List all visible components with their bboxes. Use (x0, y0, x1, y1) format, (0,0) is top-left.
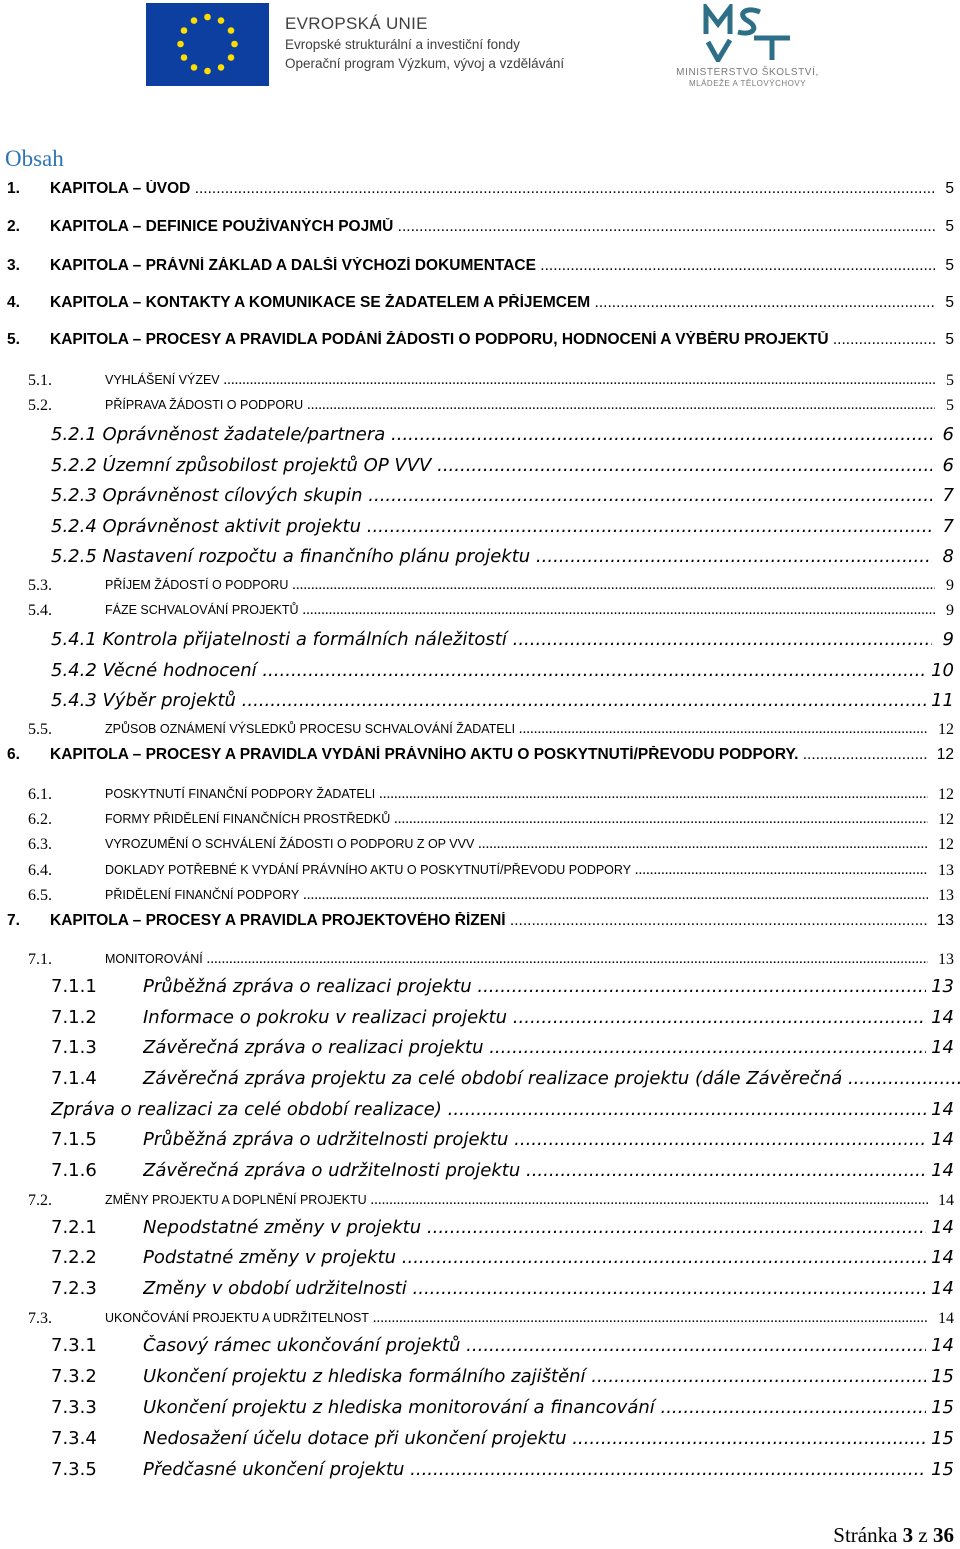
toc-entry-number: 7.3.2 (51, 1366, 97, 1387)
toc-entry-number: 6.2. (28, 811, 52, 828)
toc-entry-title: FÁZE SCHVALOVÁNÍ PROJEKTŮ ..... (105, 602, 935, 619)
toc-entry[interactable] (0, 746, 960, 776)
toc-entry[interactable] (0, 660, 960, 690)
toc-entry-title: UKONČOVÁNÍ PROJEKTU A UDRŽITELNOST ..... (105, 1310, 928, 1327)
toc-entry[interactable] (0, 257, 960, 287)
toc-entry-title: 5.4.1 Kontrola přijatelnosti a formálních náležitostí ..... (51, 629, 932, 650)
toc-entry-number: 2. (7, 218, 20, 235)
toc-entry-page: 5 (945, 294, 954, 311)
toc-entry[interactable] (0, 1160, 960, 1190)
toc-entry[interactable] (0, 1037, 960, 1067)
toc-entry-title: KAPITOLA – PROCESY A PRAVIDLA PODÁNÍ ŽÁDOSTI O PODPORU, HODNOCENÍ A VÝBĚRU PROJEKTŮ ..... (50, 331, 935, 349)
toc-entry-number: 1. (7, 180, 20, 197)
toc-entry-page: 14 (931, 1247, 954, 1268)
toc-entry[interactable] (0, 180, 960, 210)
footer-total-pages: 36 (933, 1523, 954, 1547)
toc-entry-number: 5.2. (28, 397, 52, 414)
toc-entry-number: 7.2. (28, 1192, 52, 1209)
toc-entry[interactable] (0, 1335, 960, 1365)
toc-entry-page: 15 (931, 1459, 954, 1480)
msmt-emblem-icon (702, 4, 794, 62)
toc-entry-title: 5.2.2 Územní způsobilost projektů OP VVV ..... (51, 455, 932, 476)
toc-entry[interactable] (0, 912, 960, 942)
toc-entry-number: 7.2.3 (51, 1278, 97, 1299)
toc-entry-number: 7. (7, 912, 20, 929)
toc-entry[interactable] (0, 546, 960, 576)
toc-title: Obsah (5, 146, 64, 171)
toc-entry-page: 12 (938, 836, 954, 853)
toc-entry-number: 5.3. (28, 577, 52, 594)
toc-entry-title: DOKLADY POTŘEBNÉ K VYDÁNÍ PRÁVNÍHO AKTU O POSKYTNUTÍ/PŘEVODU PODPORY ..... (105, 862, 928, 879)
toc-entry-title: Časový rámec ukončování projektů ..... (143, 1335, 926, 1356)
toc-entry-page: 14 (931, 1007, 954, 1028)
toc-entry[interactable] (0, 1459, 960, 1489)
toc-entry-title: PŘÍJEM ŽÁDOSTÍ O PODPORU ..... (105, 577, 935, 594)
toc-entry-page: 14 (931, 1129, 954, 1150)
toc-entry-title: ZPŮSOB OZNÁMENÍ VÝSLEDKŮ PROCESU SCHVALOVÁNÍ ŽADATELI ..... (105, 721, 928, 738)
toc-entry-number: 7.3. (28, 1310, 52, 1327)
toc-entry-number: 6.5. (28, 887, 52, 904)
toc-entry-page: 15 (931, 1428, 954, 1449)
toc-entry-page: 12 (938, 811, 954, 828)
toc-entry-page: 11 (931, 690, 954, 711)
toc-entry-title: FORMY PŘIDĚLENÍ FINANČNÍCH PROSTŘEDKŮ ..... (105, 811, 928, 828)
toc-entry-number: 5.5. (28, 721, 52, 738)
toc-entry-title: ZMĚNY PROJEKTU A DOPLNĚNÍ PROJEKTU ..... (105, 1192, 928, 1209)
toc-entry[interactable] (0, 1129, 960, 1159)
footer-prefix: Stránka (833, 1523, 903, 1547)
toc-entry-title: 5.2.1 Oprávněnost žadatele/partnera ..... (51, 424, 932, 445)
toc-entry-title: Nedosažení účelu dotace při ukončení projektu ..... (143, 1428, 926, 1449)
toc-entry-page: 13 (931, 976, 954, 997)
toc-entry-number: 6.4. (28, 862, 52, 879)
toc-entry-number: 6. (7, 746, 20, 763)
toc-entry[interactable] (0, 602, 960, 632)
toc-entry-title: 5.4.2 Věcné hodnocení ..... (51, 660, 926, 681)
toc-entry-number: 7.1. (28, 951, 52, 968)
toc-entry-page: 6 (942, 455, 954, 476)
toc-entry-title: PŘÍPRAVA ŽÁDOSTI O PODPORU ..... (105, 397, 935, 414)
toc-entry-title: Ukončení projektu z hlediska monitorování a financování ..... (143, 1397, 926, 1418)
toc-entry-page: 7 (942, 516, 954, 537)
toc-entry-page: 14 (931, 1037, 954, 1058)
toc-entry-page: 14 (938, 1192, 954, 1209)
toc-entry-number: 3. (7, 257, 20, 274)
toc-entry-title: Podstatné změny v projektu ..... (143, 1247, 926, 1268)
toc-entry-page: 12 (938, 786, 954, 803)
toc-entry-page: 10 (931, 660, 954, 681)
msmt-logo (660, 4, 835, 90)
toc-entry-title: KAPITOLA – DEFINICE POUŽÍVANÝCH POJMŮ ..... (50, 218, 935, 236)
toc-entry-title: PŘIDĚLENÍ FINANČNÍ PODPORY ..... (105, 887, 928, 904)
toc-entry-page: 9 (942, 629, 954, 650)
toc-entry[interactable] (0, 294, 960, 324)
toc-entry-page: 14 (931, 1335, 954, 1356)
toc-entry-title: KAPITOLA – ÚVOD ..... (50, 180, 935, 198)
toc-entry-number: 7.3.1 (51, 1335, 97, 1356)
toc-entry[interactable] (0, 1247, 960, 1277)
toc-entry-page: 5 (945, 331, 954, 348)
toc-entry-title: POSKYTNUTÍ FINANČNÍ PODPORY ŽADATELI ..... (105, 786, 928, 803)
toc-entry-title: 5.2.5 Nastavení rozpočtu a finančního plánu projektu ..... (51, 546, 932, 567)
toc-entry-number: 7.1.6 (51, 1160, 97, 1181)
toc-entry-title: Závěrečná zpráva o realizaci projektu ..... (143, 1037, 926, 1058)
toc-entry-number: 7.1.1 (51, 976, 97, 997)
toc-entry-number: 5.1. (28, 372, 52, 389)
toc-entry-page: 13 (938, 887, 954, 904)
toc-entry-page: 14 (938, 1310, 954, 1327)
toc-entry-page: 13 (938, 951, 954, 968)
toc-entry-page: 14 (931, 1278, 954, 1299)
toc-entry-page: 6 (942, 424, 954, 445)
toc-entry[interactable] (0, 1428, 960, 1458)
toc-entry-title: Ukončení projektu z hlediska formálního zajištění ..... (143, 1366, 926, 1387)
toc-entry-page: 14 (931, 1099, 954, 1120)
toc-entry-title: 5.2.3 Oprávněnost cílových skupin ..... (51, 485, 932, 506)
toc-entry[interactable] (0, 1007, 960, 1037)
footer-separator: z (913, 1523, 933, 1547)
toc-entry-number: 5. (7, 331, 20, 348)
toc-entry-number: 7.1.4 (51, 1068, 97, 1089)
toc-entry-number: 7.3.3 (51, 1397, 97, 1418)
toc-entry-page: 12 (936, 746, 954, 763)
toc-entry-title: KAPITOLA – PROCESY A PRAVIDLA VYDÁNÍ PRÁVNÍHO AKTU O POSKYTNUTÍ/PŘEVODU PODPORY. ..... (50, 746, 928, 764)
toc-entry-number: 5.4. (28, 602, 52, 619)
eu-line-1: EVROPSKÁ UNIE (285, 14, 428, 33)
toc-entry-page: 5 (945, 257, 954, 274)
toc-entry-page: 9 (946, 602, 954, 619)
toc-entry[interactable] (0, 1278, 960, 1308)
toc-entry[interactable] (0, 690, 960, 720)
toc-entry[interactable] (0, 516, 960, 546)
toc-entry-title: Průběžná zpráva o realizaci projektu ..... (143, 976, 926, 997)
toc-entry-title: MONITOROVÁNÍ ..... (105, 951, 928, 968)
toc-entry-title: Zpráva o realizaci za celé období realizace) ..... (51, 1099, 926, 1120)
toc-entry-page: 5 (946, 397, 954, 414)
toc-entry-page: 7 (942, 485, 954, 506)
page-footer (833, 1523, 954, 1548)
eu-line-2: Evropské strukturální a investiční fondy (285, 37, 520, 52)
toc-entry[interactable] (0, 1366, 960, 1396)
toc-entry[interactable] (0, 976, 960, 1006)
toc-entry-page: 13 (938, 862, 954, 879)
toc-entry-title: Průběžná zpráva o udržitelnosti projektu ..... (143, 1129, 926, 1150)
toc-entry-title: Závěrečná zpráva o udržitelnosti projektu ..... (143, 1160, 926, 1181)
toc-entry[interactable] (0, 629, 960, 659)
eu-flag-logo (146, 3, 269, 86)
toc-entry-title: 5.4.3 Výběr projektů ..... (51, 690, 926, 711)
toc-entry-title: Nepodstatné změny v projektu ..... (143, 1217, 926, 1238)
toc-entry[interactable] (0, 455, 960, 485)
toc-entry-title: 5.2.4 Oprávněnost aktivit projektu ..... (51, 516, 932, 537)
toc-entry-title: KAPITOLA – PROCESY A PRAVIDLA PROJEKTOVÉHO ŘÍZENÍ ..... (50, 912, 928, 930)
toc-entry-number: 7.1.3 (51, 1037, 97, 1058)
toc-entry-title: Závěrečná zpráva projektu za celé období realizace projektu (dále Závěrečná ..... (143, 1068, 954, 1089)
toc-entry-page: 5 (945, 180, 954, 197)
footer-current-page: 3 (902, 1523, 914, 1547)
toc-entry[interactable] (0, 485, 960, 515)
toc-entry-number: 6.3. (28, 836, 52, 853)
toc-entry-number: 7.1.2 (51, 1007, 97, 1028)
toc-entry[interactable] (0, 397, 960, 427)
msmt-line-2: MLÁDEŽE A TĚLOVÝCHOVY (688, 79, 807, 88)
toc-entry[interactable] (0, 218, 960, 248)
toc-entry-page: 8 (942, 546, 954, 567)
toc-entry-title: Změny v období udržitelnosti ..... (143, 1278, 926, 1299)
toc-entry[interactable] (0, 424, 960, 454)
toc-entry-title: Předčasné ukončení projektu ..... (143, 1459, 926, 1480)
toc-entry-title: VYHLÁŠENÍ VÝZEV ..... (105, 372, 935, 389)
toc-entry[interactable] (0, 331, 960, 361)
toc-entry-page: 9 (946, 577, 954, 594)
toc-entry-page: 13 (936, 912, 954, 929)
eu-line-3: Operační program Výzkum, vývoj a vzdělávání (285, 56, 565, 71)
toc-entry-number: 7.1.5 (51, 1129, 97, 1150)
toc-entry-page: 14 (931, 1217, 954, 1238)
toc-entry-title: KAPITOLA – PRÁVNÍ ZÁKLAD A DALŠÍ VÝCHOZÍ DOKUMENTACE ..... (50, 257, 935, 275)
toc-entry-number: 7.3.5 (51, 1459, 97, 1480)
toc-entry-number: 6.1. (28, 786, 52, 803)
toc-entry-title: Informace o pokroku v realizaci projektu ..... (143, 1007, 926, 1028)
toc-entry-page: 5 (946, 372, 954, 389)
toc-entry-page: 14 (931, 1160, 954, 1181)
toc-entry-page: 15 (931, 1397, 954, 1418)
toc-entry-page: 5 (945, 218, 954, 235)
toc-entry-continuation[interactable] (0, 1099, 960, 1129)
toc-entry-number: 7.3.4 (51, 1428, 97, 1449)
toc-entry-number: 7.2.2 (51, 1247, 97, 1268)
toc-entry-title: VYROZUMĚNÍ O SCHVÁLENÍ ŽÁDOSTI O PODPORU Z OP VVV ..... (105, 836, 928, 853)
toc-entry-number: 7.2.1 (51, 1217, 97, 1238)
toc-entry[interactable] (0, 1068, 960, 1098)
toc-entry[interactable] (0, 1397, 960, 1427)
msmt-line-1: MINISTERSTVO ŠKOLSTVÍ, (676, 67, 819, 78)
eu-caption (285, 13, 564, 73)
toc-entry[interactable] (0, 1217, 960, 1247)
toc-entry-page: 15 (931, 1366, 954, 1387)
toc-entry-number: 4. (7, 294, 20, 311)
toc-entry-title: KAPITOLA – KONTAKTY A KOMUNIKACE SE ŽADATELEM A PŘÍJEMCEM ..... (50, 294, 935, 312)
toc-entry-page: 12 (938, 721, 954, 738)
